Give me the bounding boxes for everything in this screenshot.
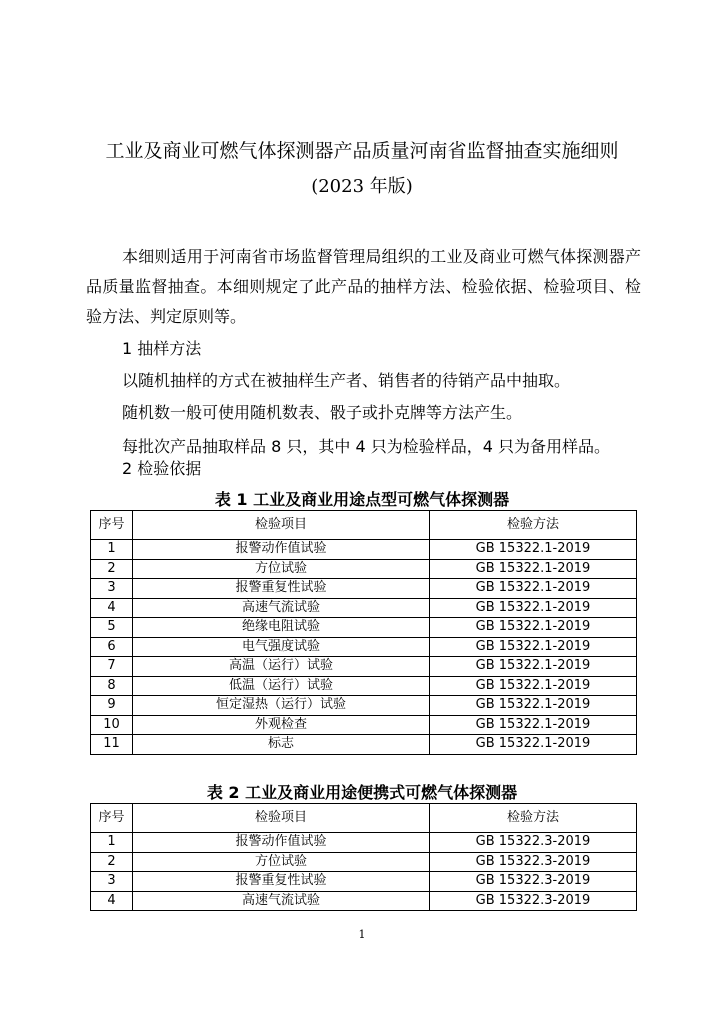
- intro-paragraph: 本细则适用于河南省市场监督管理局组织的工业及商业可燃气体探测器产品质量监督抽查。本细则规定了此产品的抽样方法、检验依据、检验项目、检验方法、判定原则等。: [86, 247, 641, 326]
- cell-no: 6: [91, 637, 133, 657]
- page-number: 1: [358, 928, 366, 941]
- table-row: [91, 696, 637, 716]
- cell-item: 方位试验: [133, 559, 430, 579]
- col-header-method: 检验方法: [430, 511, 637, 540]
- sampling-paragraph-2: 随机数一般可使用随机数表、骰子或扑克牌等方法产生。: [122, 403, 523, 422]
- cell-method: GB 15322.3-2019: [430, 833, 637, 853]
- table1-body: [91, 540, 637, 755]
- table-row: [91, 540, 637, 560]
- section-heading-sampling: 1 抽样方法: [122, 339, 202, 358]
- table-row: [91, 637, 637, 657]
- cell-no: 7: [91, 657, 133, 677]
- cell-no: 3: [91, 872, 133, 892]
- table2: [90, 803, 637, 911]
- table2-caption: 表 2 工业及商业用途便携式可燃气体探测器: [206, 783, 518, 802]
- table2-body: [91, 833, 637, 911]
- cell-item: 高速气流试验: [133, 598, 430, 618]
- cell-no: 5: [91, 618, 133, 638]
- cell-no: 8: [91, 676, 133, 696]
- cell-no: 2: [91, 852, 133, 872]
- cell-item: 外观检查: [133, 715, 430, 735]
- cell-no: 3: [91, 579, 133, 599]
- table1-caption: 表 1 工业及商业用途点型可燃气体探测器: [214, 490, 510, 509]
- cell-method: GB 15322.1-2019: [430, 618, 637, 638]
- cell-item: 绝缘电阻试验: [133, 618, 430, 638]
- cell-item: 标志: [133, 735, 430, 755]
- table-row: [91, 618, 637, 638]
- table-header-row: [91, 511, 637, 540]
- document-title: 工业及商业可燃气体探测器产品质量河南省监督抽查实施细则: [105, 140, 619, 162]
- table-row: [91, 735, 637, 755]
- cell-method: GB 15322.1-2019: [430, 735, 637, 755]
- col-header-no: 序号: [91, 804, 133, 833]
- col-header-method: 检验方法: [430, 804, 637, 833]
- cell-no: 2: [91, 559, 133, 579]
- cell-item: 高速气流试验: [133, 891, 430, 911]
- cell-item: 报警重复性试验: [133, 872, 430, 892]
- cell-method: GB 15322.1-2019: [430, 696, 637, 716]
- cell-item: 低温（运行）试验: [133, 676, 430, 696]
- table-row: [91, 559, 637, 579]
- cell-no: 10: [91, 715, 133, 735]
- cell-method: GB 15322.1-2019: [430, 559, 637, 579]
- cell-method: GB 15322.1-2019: [430, 715, 637, 735]
- table-row: [91, 872, 637, 892]
- col-header-no: 序号: [91, 511, 133, 540]
- section-heading-basis: 2 检验依据: [122, 459, 202, 478]
- cell-method: GB 15322.1-2019: [430, 657, 637, 677]
- cell-method: GB 15322.1-2019: [430, 676, 637, 696]
- cell-method: GB 15322.1-2019: [430, 637, 637, 657]
- table-row: [91, 715, 637, 735]
- table-row: [91, 579, 637, 599]
- document-edition: (2023 年版): [311, 176, 413, 197]
- cell-item: 报警重复性试验: [133, 579, 430, 599]
- cell-item: 报警动作值试验: [133, 833, 430, 853]
- sampling-paragraph-3: 每批次产品抽取样品 8 只，其中 4 只为检验样品，4 只为备用样品。: [122, 437, 610, 456]
- table-header-row: [91, 804, 637, 833]
- cell-item: 恒定湿热（运行）试验: [133, 696, 430, 716]
- cell-method: GB 15322.3-2019: [430, 891, 637, 911]
- cell-method: GB 15322.1-2019: [430, 598, 637, 618]
- cell-item: 电气强度试验: [133, 637, 430, 657]
- cell-method: GB 15322.1-2019: [430, 579, 637, 599]
- cell-no: 4: [91, 598, 133, 618]
- cell-no: 9: [91, 696, 133, 716]
- table-row: [91, 852, 637, 872]
- table-row: [91, 891, 637, 911]
- col-header-item: 检验项目: [133, 804, 430, 833]
- cell-item: 方位试验: [133, 852, 430, 872]
- cell-method: GB 15322.3-2019: [430, 852, 637, 872]
- sampling-paragraph-1: 以随机抽样的方式在被抽样生产者、销售者的待销产品中抽取。: [122, 371, 571, 390]
- cell-item: 高温（运行）试验: [133, 657, 430, 677]
- cell-method: GB 15322.1-2019: [430, 540, 637, 560]
- table-row: [91, 676, 637, 696]
- col-header-item: 检验项目: [133, 511, 430, 540]
- cell-no: 1: [91, 833, 133, 853]
- table-row: [91, 657, 637, 677]
- table1: [90, 510, 637, 755]
- cell-no: 1: [91, 540, 133, 560]
- table-row: [91, 833, 637, 853]
- cell-no: 4: [91, 891, 133, 911]
- cell-item: 报警动作值试验: [133, 540, 430, 560]
- cell-method: GB 15322.3-2019: [430, 872, 637, 892]
- table-row: [91, 598, 637, 618]
- cell-no: 11: [91, 735, 133, 755]
